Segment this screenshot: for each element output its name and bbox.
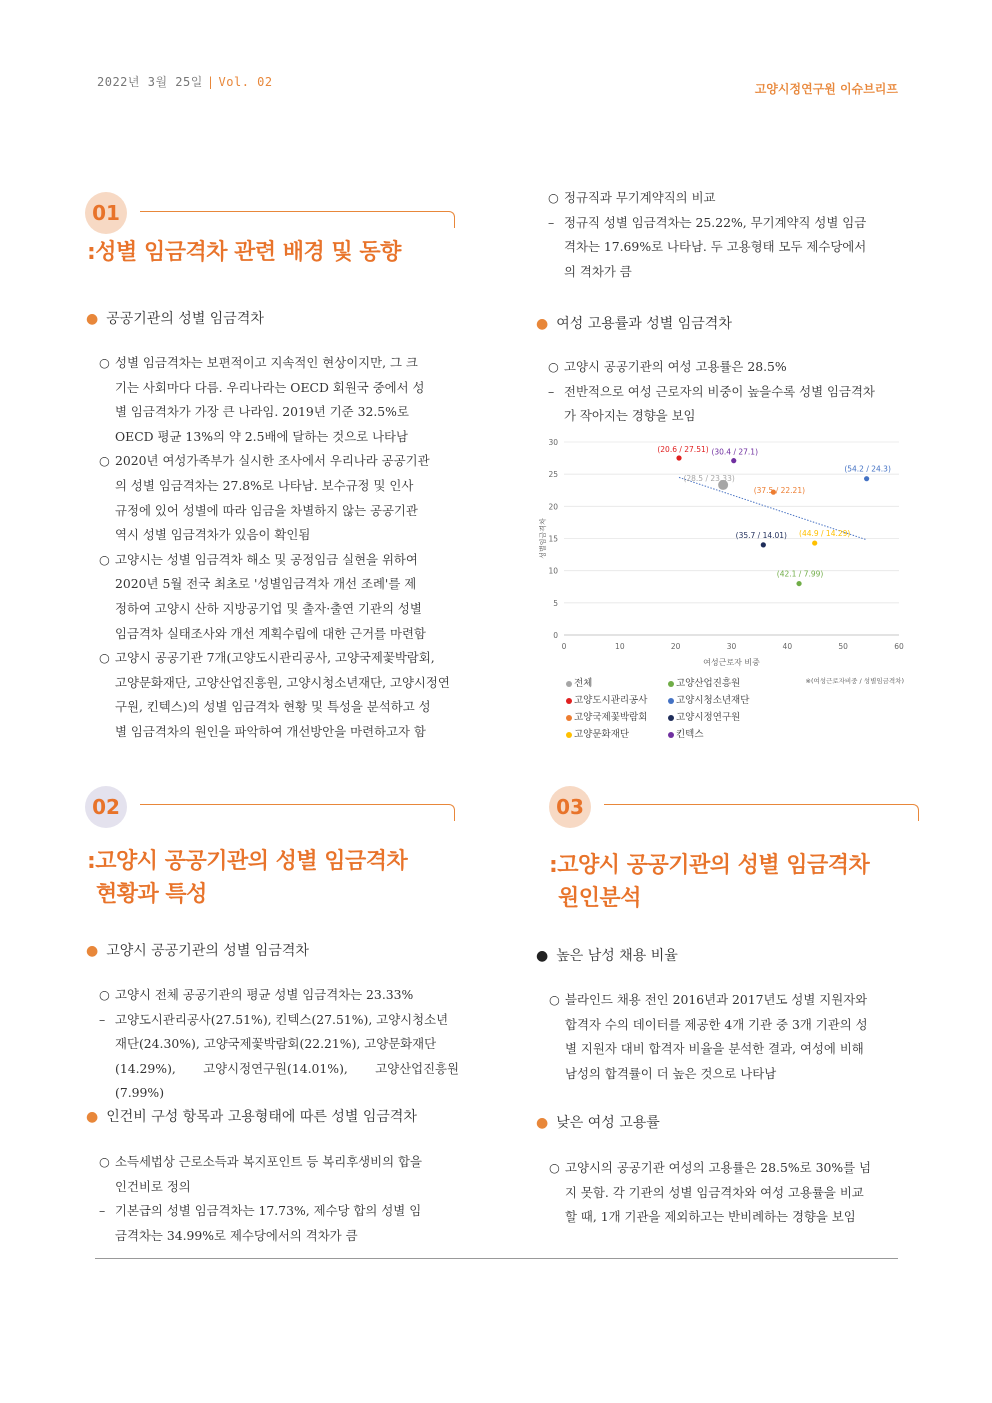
list-item (99, 548, 455, 646)
right-top-body-b (548, 355, 908, 429)
list-item (548, 380, 908, 429)
chart-y-axis-label: 성별임금격차 (539, 518, 547, 559)
section-03-bullet-2 (536, 1112, 660, 1132)
bullet-dot-icon: ● (86, 943, 99, 959)
section-03-badge: 03 (549, 786, 591, 828)
text-line: 구원, 킨텍스)의 성별 임금격차 현황 및 특성을 분석하고 성 (115, 699, 431, 715)
section-03-bullet-2-text: 낮은 여성 고용률 (556, 1115, 660, 1131)
list-item (99, 1150, 459, 1199)
text-line: 전반적으로 여성 근로자의 비중이 높을수록 성별 임금격차 (564, 383, 875, 399)
text-line: 2020년 5월 전국 최초로 '성별임금격차 개선 조례'를 제 (115, 576, 417, 592)
text-line: (14.29%), 고양시정연구원(14.01%), 고양산업진흥원(7.99%) (115, 1060, 459, 1101)
data-point (676, 455, 681, 460)
text-line: 소득세법상 근로소득과 복지포인트 등 복리후생비의 합을 (115, 1154, 422, 1169)
legend-label: 고양국제꽃박람회 (574, 712, 648, 723)
text-line: 의 성별 임금격차는 27.8%로 나타남. 보수규정 및 인사 (115, 477, 414, 493)
section-02-bullet-1 (86, 940, 309, 960)
list-marker: – (548, 214, 555, 230)
list-marker: ○ (548, 359, 559, 374)
text-line: 2020년 여성가족부가 실시한 조사에서 우리나라 공공기관 (115, 453, 430, 469)
legend-swatch (566, 681, 572, 687)
legend-swatch (566, 698, 572, 704)
section-02-bullet-1-text: 고양시 공공기관의 성별 임금격차 (106, 943, 309, 959)
bullet-dot-icon: ● (86, 311, 99, 327)
legend-swatch (668, 698, 674, 704)
list-marker: ○ (548, 190, 559, 205)
section-01-rule (140, 211, 446, 212)
list-marker: ○ (99, 453, 110, 469)
text-line: 기본급의 성별 임금격차는 17.73%, 제수당 합의 성별 임 (115, 1203, 422, 1219)
list-marker: – (99, 1011, 106, 1027)
section-02-title-line2: 현황과 특성 (96, 882, 207, 907)
data-point (812, 540, 817, 545)
x-tick-label: 50 (838, 642, 848, 651)
bullet-dot-icon: ● (536, 316, 549, 332)
chart-legend-note: ※(여성근로자비중 / 성별임금격차) (805, 677, 904, 685)
list-item (99, 1199, 459, 1248)
data-point (761, 542, 766, 547)
text-line: 지 못함. 각 기관의 성별 임금격차와 여성 고용률을 비교 (565, 1184, 864, 1200)
text-line: 인건비로 정의 (115, 1178, 191, 1194)
text-line: 성별 임금격차는 보편적이고 지속적인 현상이지만, 그 크 (115, 355, 418, 370)
list-marker: ○ (99, 355, 110, 370)
text-line: 역시 성별 임금격차가 있음이 확인됨 (115, 527, 311, 543)
text-line: 정하여 고양시 산하 지방공기업 및 출자·출연 기관의 성별 (115, 600, 422, 616)
legend-swatch (668, 732, 674, 738)
y-tick-label: 5 (553, 598, 558, 608)
data-label: (30.4 / 27.1) (711, 447, 759, 457)
section-03-rule-corner (910, 804, 919, 821)
list-item (548, 355, 908, 380)
header-volume: Vol. 02 (218, 75, 273, 89)
text-line: 재단(24.30%), 고양국제꽃박람회(22.21%), 고양문화재단 (115, 1036, 437, 1052)
section-03-rule (604, 804, 910, 805)
section-01-badge: 01 (85, 192, 127, 234)
text-line: 규정에 있어 성별에 따라 임금을 차별하지 않는 공공기관 (115, 502, 418, 518)
section-03-title (549, 849, 869, 915)
list-item (549, 988, 909, 1086)
legend-label: 전체 (574, 678, 593, 689)
list-marker: ○ (549, 1160, 560, 1175)
legend-item (668, 709, 740, 723)
legend-swatch (566, 732, 572, 738)
list-marker: ○ (549, 992, 560, 1007)
text-line: 금격차는 34.99%로 제수당에서의 격차가 큼 (115, 1227, 358, 1243)
legend-label: 고양시정연구원 (676, 712, 741, 723)
section-01-title: :성별 임금격차 관련 배경 및 동향 (87, 240, 401, 265)
data-label: (44.9 / 14.29) (799, 529, 851, 539)
right-top-bullet-text: 여성 고용률과 성별 임금격차 (556, 316, 732, 332)
section-01-body (99, 351, 455, 745)
text-line: 기는 사회마다 다름. 우리나라는 OECD 회원국 중에서 성 (115, 379, 425, 395)
data-label: (28.5 / 23.33) (683, 473, 735, 483)
text-line: 고양시는 성별 임금격차 해소 및 공정임금 실현을 위하여 (115, 551, 418, 567)
x-tick-label: 30 (726, 642, 737, 651)
text-line: 의 격차가 큼 (564, 263, 632, 279)
data-point (731, 458, 736, 463)
y-tick-label: 15 (548, 534, 558, 544)
y-tick-label: 20 (548, 502, 558, 512)
bullet-dot-icon: ● (86, 1109, 99, 1125)
section-03-title-line1: :고양시 공공기관의 성별 임금격차 (549, 853, 870, 878)
data-label: (35.7 / 14.01) (735, 530, 787, 540)
text-line: 합격자 수의 데이터를 제공한 4개 기관 중 3개 기관의 성 (565, 1016, 868, 1032)
text-line: 정규직 성별 임금격차는 25.22%, 무기계약직 성별 임금 (564, 214, 867, 230)
legend-item (668, 675, 740, 689)
list-marker: ○ (99, 987, 110, 1002)
data-point (796, 581, 801, 586)
chart-data-labels (657, 445, 891, 579)
list-marker: ○ (99, 1154, 110, 1169)
legend-label: 고양문화재단 (574, 729, 630, 740)
right-top-bullet (536, 313, 732, 333)
text-line: 블라인드 채용 전인 2016년과 2017년도 성별 지원자와 (565, 992, 868, 1007)
footer-divider (95, 1258, 898, 1259)
data-label: (42.1 / 7.99) (776, 569, 824, 579)
legend-label: 고양시청소년재단 (676, 695, 750, 706)
legend-item (668, 726, 704, 740)
legend-label: 고양산업진흥원 (676, 678, 741, 689)
text-line: 별 임금격차의 원인을 파악하여 개선방안을 마련하고자 함 (115, 723, 426, 739)
text-line: 고양도시관리공사(27.51%), 킨텍스(27.51%), 고양시청소년 (115, 1011, 449, 1027)
legend-item (566, 675, 592, 689)
y-tick-label: 0 (553, 631, 558, 640)
section-03-bullet-1 (536, 945, 678, 965)
section-02-bullet-2-text: 인건비 구성 항목과 고용형태에 따른 성별 임금격차 (106, 1109, 417, 1125)
legend-label: 킨텍스 (676, 729, 704, 740)
x-tick-label: 60 (894, 642, 904, 651)
list-marker: – (99, 1203, 106, 1219)
text-line: 별 임금격차가 가장 큰 나라임. 2019년 기준 32.5%로 (115, 404, 409, 420)
text-line: 고양시 공공기관 7개(고양도시관리공사, 고양국제꽃박람회, (115, 650, 435, 666)
text-line: 정규직과 무기계약직의 비교 (564, 190, 716, 205)
header-separator: | (206, 75, 215, 89)
y-tick-label: 10 (548, 566, 558, 576)
text-line: 가 작아지는 경향을 보임 (564, 408, 696, 424)
header-publisher: 고양시정연구원 이슈브리프 (754, 82, 898, 96)
legend-item (566, 726, 629, 740)
text-line: 고양문화재단, 고양산업진흥원, 고양시청소년재단, 고양시정연 (115, 674, 450, 690)
section-03-body-1 (549, 988, 909, 1086)
text-line: OECD 평균 13%의 약 2.5배에 달하는 것으로 나타남 (115, 428, 408, 444)
list-item (99, 1008, 459, 1106)
list-item (549, 1156, 909, 1230)
list-marker: ○ (99, 551, 110, 567)
legend-swatch (566, 715, 572, 721)
list-marker: – (548, 383, 555, 399)
section-01-bullet (86, 308, 264, 328)
list-item (548, 211, 908, 285)
section-02-title (87, 845, 407, 911)
data-point (864, 476, 869, 481)
header-date-volume (97, 73, 273, 90)
section-03-body-2 (549, 1156, 909, 1230)
text-line: 격차는 17.69%로 나타남. 두 고용형태 모두 제수당에서 (564, 239, 867, 255)
legend-label: 고양도시관리공사 (574, 695, 648, 706)
section-02-body-1 (99, 983, 459, 1106)
right-top-body-a (548, 186, 908, 284)
legend-item (566, 709, 647, 723)
legend-item (566, 692, 647, 706)
text-line: 임금격차 실태조사와 개선 계획수립에 대한 근거를 마련함 (115, 625, 426, 641)
section-02-title-line1: :고양시 공공기관의 성별 임금격차 (87, 849, 408, 874)
text-line: 고양시 공공기관의 여성 고용률은 28.5% (564, 359, 787, 374)
x-tick-label: 0 (561, 642, 567, 651)
list-item (99, 449, 455, 547)
legend-swatch (668, 681, 674, 687)
list-item (99, 351, 455, 449)
data-label: (54.2 / 24.3) (844, 464, 891, 474)
x-tick-label: 40 (782, 642, 793, 651)
section-01-bullet-text: 공공기관의 성별 임금격차 (106, 311, 264, 327)
y-tick-label: 30 (548, 438, 558, 447)
y-tick-label: 25 (548, 470, 558, 480)
text-line: 남성의 합격률이 더 높은 것으로 나타남 (565, 1065, 777, 1081)
legend-swatch (668, 715, 674, 721)
legend-item (668, 692, 749, 706)
list-item (548, 186, 908, 211)
list-marker: ○ (99, 650, 110, 666)
section-03-title-line2: 원인분석 (558, 886, 642, 911)
bullet-dot-icon: ● (536, 1115, 549, 1131)
section-02-rule (140, 804, 446, 805)
section-02-badge: 02 (85, 786, 127, 828)
x-tick-label: 20 (670, 642, 681, 651)
list-item (99, 983, 459, 1008)
x-tick-label: 10 (615, 642, 625, 651)
section-02-rule-corner (446, 804, 455, 821)
section-02-bullet-2 (86, 1106, 417, 1126)
chart-legend (566, 675, 906, 745)
section-02-body-2 (99, 1150, 459, 1248)
section-01-rule-corner (446, 211, 455, 228)
data-label: (37.5 / 22.21) (753, 486, 806, 496)
text-line: 별 지원자 대비 합격자 비율을 분석한 결과, 여성에 비해 (565, 1041, 864, 1057)
section-03-bullet-1-text: 높은 남성 채용 비율 (556, 948, 678, 964)
text-line: 고양시의 공공기관 여성의 고용률은 28.5%로 30%를 넘 (565, 1160, 871, 1175)
header-date: 2022년 3월 25일 (97, 75, 203, 89)
text-line: 할 때, 1개 기관을 제외하고는 반비례하는 경향을 보임 (565, 1209, 856, 1225)
list-item (99, 646, 455, 744)
chart-x-axis-label: 여성근로자 비중 (703, 658, 760, 667)
bullet-dot-icon: ● (536, 948, 549, 964)
data-label: (20.6 / 27.51) (657, 445, 709, 455)
text-line: 고양시 전체 공공기관의 평균 성별 임금격차는 23.33% (115, 987, 414, 1002)
